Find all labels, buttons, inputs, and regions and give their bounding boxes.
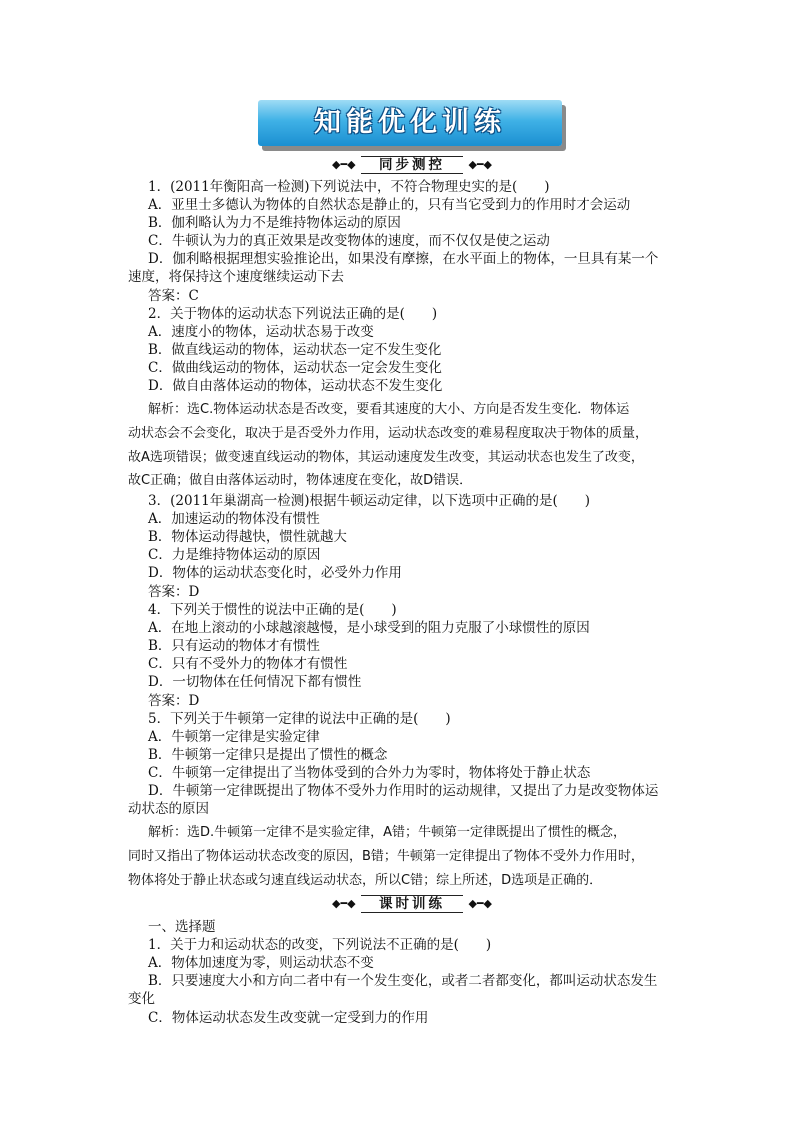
question-stem: 4．下列关于惯性的说法中正确的是( ) [148, 602, 397, 618]
answer-option: B．只要速度大小和方向二者中有一个发生变化，或者二者都变化，都叫运动状态发生 [148, 973, 658, 989]
section-title: 课时训练 [361, 895, 463, 913]
answer-option: C．物体运动状态发生改变就一定受到力的作用 [148, 1010, 429, 1026]
subsection-heading: 一、选择题 [148, 919, 216, 935]
explanation-line: 解析：选C.物体运动状态是否改变，要看其速度的大小、方向是否发生变化．物体运 [148, 402, 630, 417]
answer-option: D．牛顿第一定律既提出了物体不受外力作用时的运动规律，又提出了力是改变物体运 [148, 783, 659, 799]
diamond-ornament-icon: ◆━◆ [468, 158, 492, 171]
explanation-line: 故A选项错误；做变速直线运动的物体，其运动速度发生改变，其运动状态也发生了改变， [128, 450, 644, 465]
answer-line: 答案：D [148, 584, 200, 600]
question-stem: 1．(2011年衡阳高一检测)下列说法中，不符合物理史实的是( ) [148, 179, 550, 195]
answer-option: A．牛顿第一定律是实验定律 [148, 729, 320, 745]
answer-option: D．一切物体在任何情况下都有惯性 [148, 674, 362, 690]
banner-title: 知能优化训练 [314, 107, 506, 138]
question-stem: 2．关于物体的运动状态下列说法正确的是( ) [148, 306, 438, 322]
answer-option: C．牛顿第一定律提出了当物体受到的合外力为零时，物体将处于静止状态 [148, 765, 591, 781]
answer-option: B．牛顿第一定律只是提出了惯性的概念 [148, 747, 388, 763]
answer-option-continued: 变化 [128, 991, 155, 1007]
answer-option-continued: 动状态的原因 [128, 801, 209, 817]
answer-line: 答案：D [148, 693, 200, 709]
answer-option: A．加速运动的物体没有惯性 [148, 511, 320, 527]
section-header-lesson-training [332, 895, 492, 913]
answer-line: 答案：C [148, 288, 199, 304]
explanation-line: 同时又指出了物体运动状态改变的原因，B错；牛顿第一定律提出了物体不受外力作用时， [128, 849, 644, 864]
answer-option: B．伽利略认为力不是维持物体运动的原因 [148, 215, 401, 231]
question-stem: 1．关于力和运动状态的改变，下列说法不正确的是( ) [148, 937, 492, 953]
section-header-sync-test [332, 156, 492, 174]
answer-option: B．只有运动的物体才有惯性 [148, 638, 320, 654]
answer-option: A．在地上滚动的小球越滚越慢，是小球受到的阻力克服了小球惯性的原因 [148, 620, 590, 636]
explanation-line: 解析：选D.牛顿第一定律不是实验定律，A错；牛顿第一定律既提出了惯性的概念， [148, 825, 627, 840]
answer-option-continued: 速度，将保持这个速度继续运动下去 [128, 269, 344, 285]
section-title: 同步测控 [361, 156, 463, 174]
answer-option: B．做直线运动的物体，运动状态一定不发生变化 [148, 342, 442, 358]
answer-option: D．做自由落体运动的物体，运动状态不发生变化 [148, 378, 443, 394]
diamond-ornament-icon: ◆━◆ [332, 158, 356, 171]
explanation-line: 故C正确；做自由落体运动时，物体速度在变化，故D错误． [128, 473, 473, 488]
diamond-ornament-icon: ◆━◆ [468, 897, 492, 910]
explanation-line: 物体将处于静止状态或匀速直线运动状态，所以C错；综上所述，D选项是正确的． [128, 873, 603, 888]
answer-option: C．力是维持物体运动的原因 [148, 547, 321, 563]
answer-option: A．亚里士多德认为物体的自然状态是静止的，只有当它受到力的作用时才会运动 [148, 197, 631, 213]
answer-option: C．只有不受外力的物体才有惯性 [148, 656, 348, 672]
answer-option: B．物体运动得越快，惯性就越大 [148, 529, 347, 545]
answer-option: A．速度小的物体，运动状态易于改变 [148, 324, 374, 340]
answer-option: D．物体的运动状态变化时，必受外力作用 [148, 565, 402, 581]
section-banner [258, 100, 562, 146]
diamond-ornament-icon: ◆━◆ [332, 897, 356, 910]
answer-option: D．伽利略根据理想实验推论出，如果没有摩擦，在水平面上的物体，一旦具有某一个 [148, 251, 659, 267]
answer-option: C．做曲线运动的物体，运动状态一定会发生变化 [148, 360, 442, 376]
answer-option: C．牛顿认为力的真正效果是改变物体的速度，而不仅仅是使之运动 [148, 233, 550, 249]
question-stem: 3．(2011年巢湖高一检测)根据牛顿运动定律，以下选项中正确的是( ) [148, 493, 591, 509]
answer-option: A．物体加速度为零，则运动状态不变 [148, 955, 374, 971]
explanation-line: 动状态会不会变化，取决于是否受外力作用，运动状态改变的难易程度取决于物体的质量， [128, 426, 649, 441]
question-stem: 5．下列关于牛顿第一定律的说法中正确的是( ) [148, 711, 451, 727]
